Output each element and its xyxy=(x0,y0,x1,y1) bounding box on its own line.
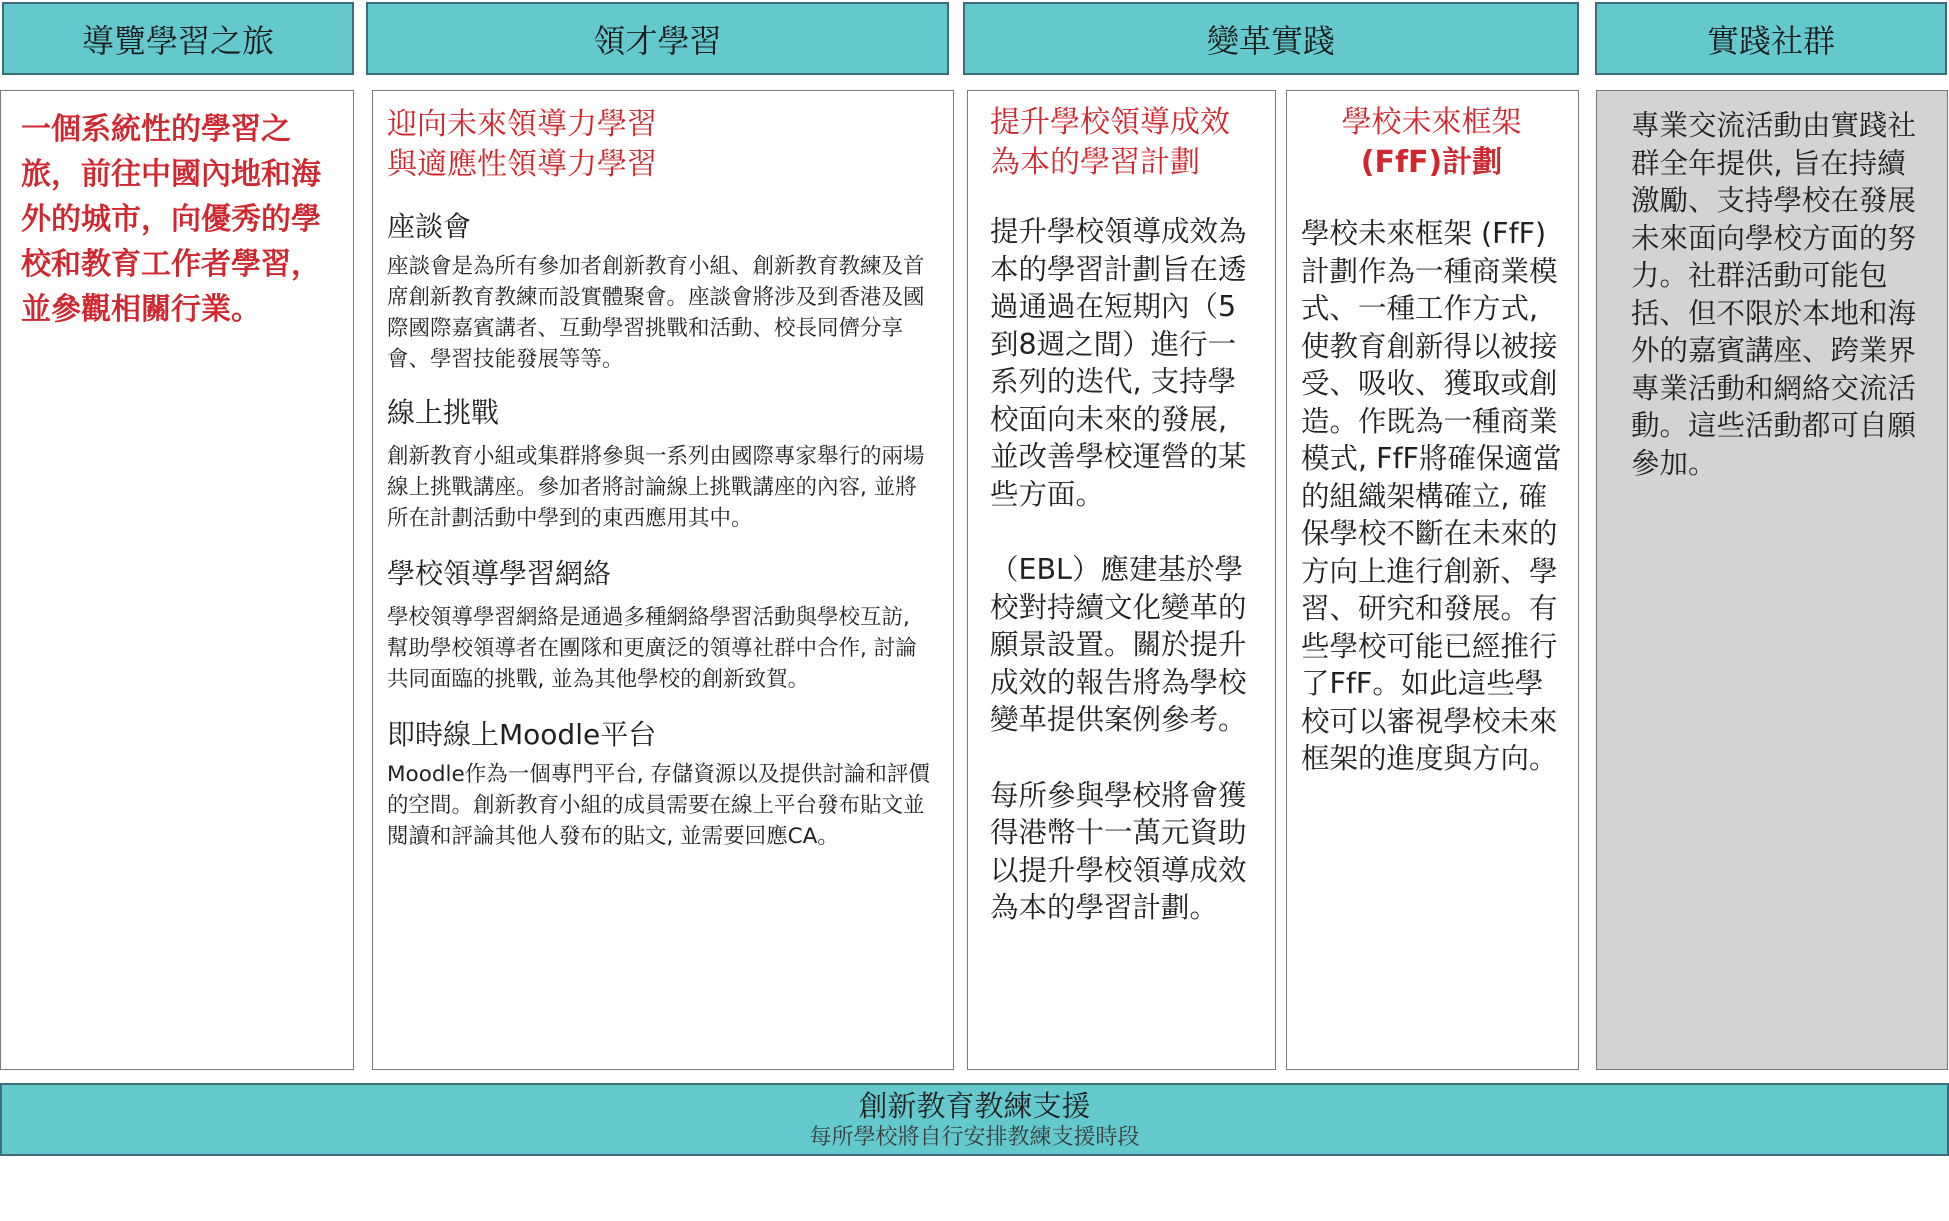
coaching-support-title: 創新教育教練支援 xyxy=(858,1089,1091,1123)
coaching-support-subtitle: 每所學校將自行安排教練支援時段 xyxy=(809,1125,1140,1150)
coaching-support-bar xyxy=(0,1083,1949,1156)
ebl-title-line1: 提升學校領導成效 xyxy=(990,105,1230,140)
header-tour-label: 導覽學習之旅 xyxy=(81,21,274,60)
ebl-panel xyxy=(967,90,1276,1070)
header-change xyxy=(963,2,1579,75)
fff-panel xyxy=(1286,90,1579,1070)
ebl-paragraph-2: （EBL）應建基於學校對持續文化變革的願景設置。關於提升成效的報告將為學校變革提供案例參考。 xyxy=(990,553,1247,736)
ebl-title-line2: 為本的學習計劃 xyxy=(990,145,1200,180)
tour-panel xyxy=(0,90,354,1070)
header-tour xyxy=(2,2,354,75)
fff-title-line1: 學校未來框架 xyxy=(1341,105,1522,140)
talent-panel xyxy=(372,90,954,1070)
header-community-label: 實踐社群 xyxy=(1706,21,1835,60)
section-heading-leadership-network: 學校領導學習網絡 xyxy=(387,557,612,590)
section-heading-forum: 座談會 xyxy=(387,210,472,243)
section-text-forum: 座談會是為所有參加者創新教育小組、創新教育教練及首席創新教育教練而設實體聚會。座談會將涉及到香港及國際國際嘉賓講者、互動學習挑戰和活動、校長同儕分享會、學習技能發展等等。 xyxy=(387,254,925,372)
section-text-online-challenge: 創新教育小組或集群將參與一系列由國際專家舉行的兩場線上挑戰講座。參加者將討論線上挑戰講座的內容, 並將所在計劃活動中學到的東西應用其中。 xyxy=(387,444,925,531)
header-community xyxy=(1595,2,1947,75)
tour-text: 一個系統性的學習之旅，前往中國內地和海外的城市，向優秀的學校和教育工作者學習，並參觀相關行業。 xyxy=(21,112,321,327)
talent-title-line1: 迎向未來領導力學習 xyxy=(387,107,657,142)
ebl-paragraph-1: 提升學校領導成效為本的學習計劃旨在透過通過在短期內（5到8週之間）進行一系列的迭代, 支持學校面向未來的發展, 並改善學校運營的某些方面。 xyxy=(990,215,1247,511)
talent-title-line2: 與適應性領導力學習 xyxy=(387,147,657,182)
section-text-leadership-network: 學校領導學習網絡是通過多種網絡學習活動與學校互訪, 幫助學校領導者在團隊和更廣泛的領導社群中合作, 討論共同面臨的挑戰, 並為其他學校的創新致賀。 xyxy=(387,605,917,692)
section-text-moodle: Moodle作為一個專門平台, 存儲資源以及提供討論和評價的空間。創新教育小組的成員需要在線上平台發布貼文並閱讀和評論其他人發布的貼文, 並需要回應CA。 xyxy=(387,762,930,849)
fff-text: 學校未來框架 (FfF)計劃作為一種商業模式、一種工作方式, 使教育創新得以被接受、吸收、獲取或創造。作既為一種商業模式, FfF將確保適當的組織架構確立, 確保學校不斷在未來的方向上進行創新、學習、研究和發展。有些學校可能已經推行了FfF。如此這些學校可以審視學校未來框架的進度與方向。 xyxy=(1301,217,1562,775)
header-change-label: 變革實踐 xyxy=(1206,21,1335,60)
ebl-paragraph-3: 每所參與學校將會獲得港幣十一萬元資助以提升學校領導成效為本的學習計劃。 xyxy=(990,778,1247,924)
section-heading-moodle: 即時線上Moodle平台 xyxy=(387,718,657,751)
fff-title-line2: (FfF)計劃 xyxy=(1360,145,1503,180)
community-panel xyxy=(1596,90,1948,1070)
header-talent xyxy=(366,2,949,75)
section-heading-online-challenge: 線上挑戰 xyxy=(387,396,500,429)
community-text: 專業交流活動由實踐社群全年提供, 旨在持續激勵、支持學校在發展未來面向學校方面的努力。社群活動可能包括、但不限於本地和海外的嘉賓講座、跨業界專業活動和網絡交流活動。這些活動都可自願參加。 xyxy=(1631,109,1917,480)
header-talent-label: 領才學習 xyxy=(593,21,722,60)
